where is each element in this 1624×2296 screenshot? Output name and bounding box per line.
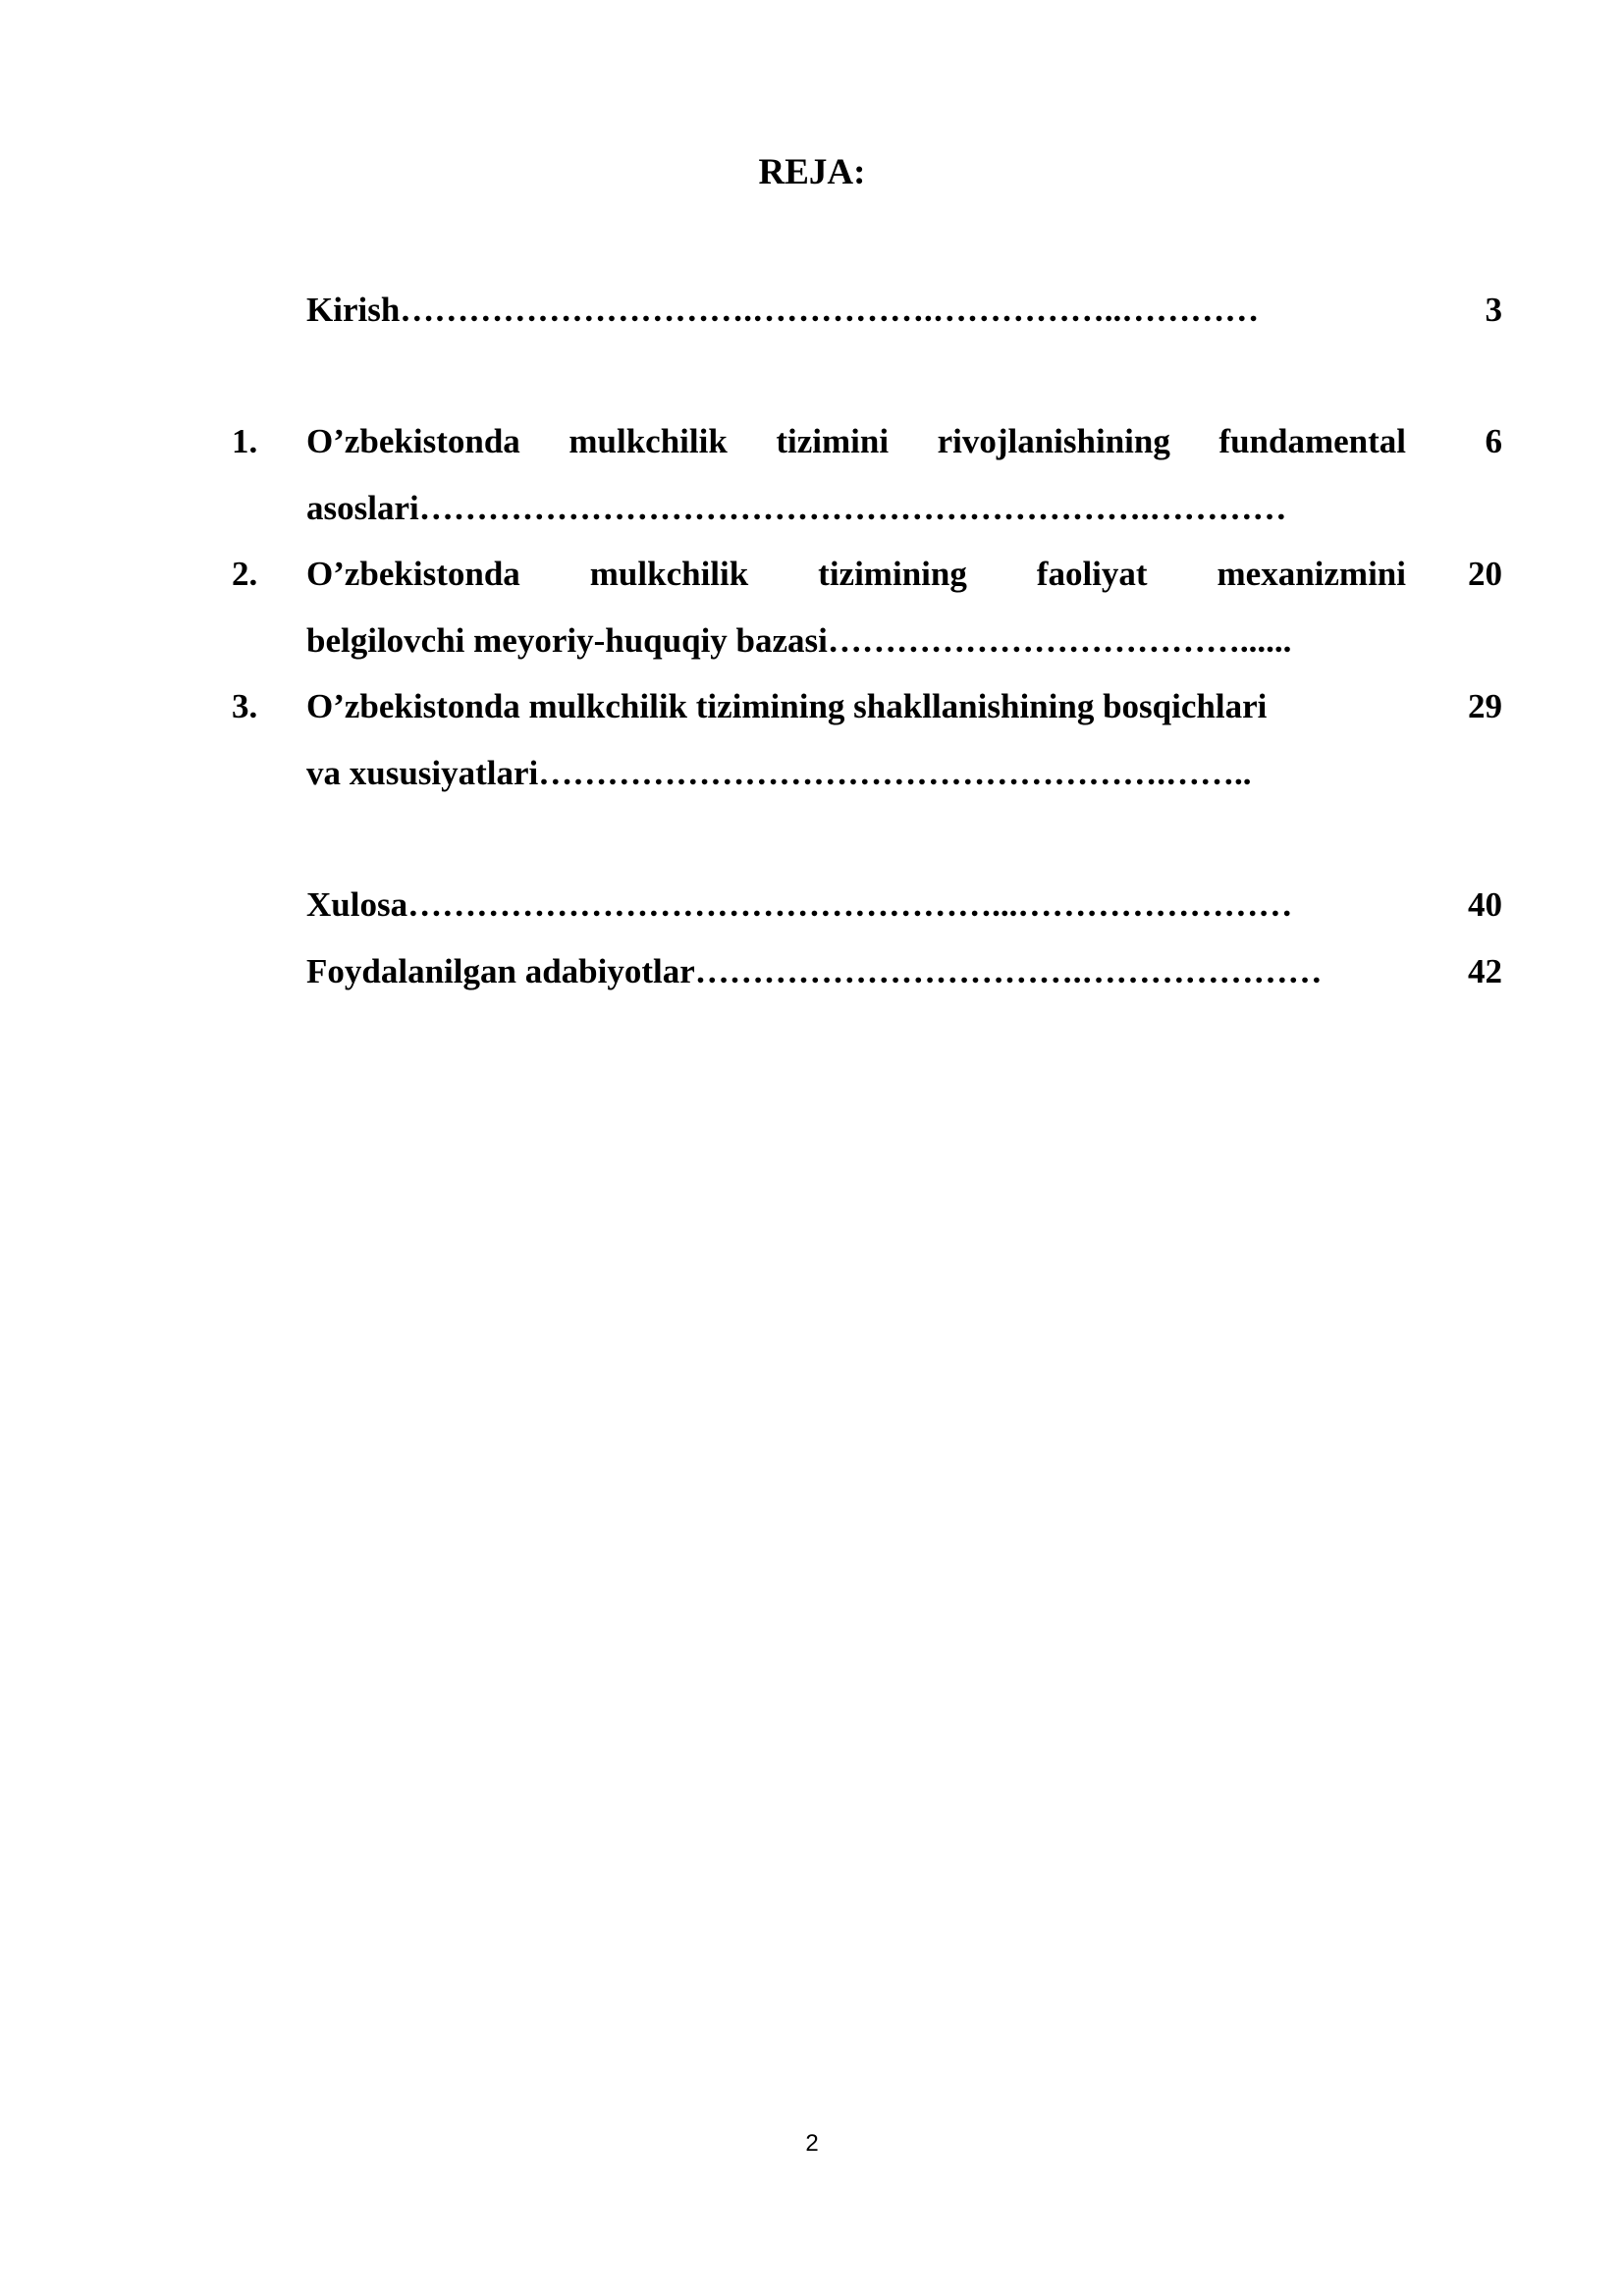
toc-entry-line-2: belgilovchi meyoriy-huquqiy bazasi………………………………......: [306, 621, 1292, 660]
toc-entry-number: 3.: [232, 687, 258, 725]
toc-entry-page: 42: [1468, 952, 1502, 990]
toc-entry-line-1: O’zbekistonda mulkchilik tizimining faoliyat mexanizmini: [306, 555, 1406, 593]
page-number-footer: 2: [805, 2130, 819, 2157]
toc-entry-page: 3: [1485, 291, 1502, 329]
toc-entry-label: Xulosa……………………………………………...……………………: [306, 885, 1293, 924]
toc-entry-line-1: O’zbekistonda mulkchilik tizimini rivojlanishining fundamental: [306, 422, 1406, 460]
toc-entry-label: Kirish………………………….…………….……………..…………: [306, 291, 1260, 329]
toc-entry-page: 40: [1468, 885, 1502, 924]
toc-entry-page: 29: [1468, 687, 1502, 725]
toc-entry-label: Foydalanilgan adabiyotlar…………………………….…………………: [306, 952, 1323, 990]
toc-entry-number: 1.: [232, 422, 258, 460]
toc-entry-line-1: O’zbekistonda mulkchilik tizimining shakllanishining bosqichlari: [306, 687, 1268, 725]
toc-entry-page: 20: [1468, 555, 1502, 593]
page-title: REJA:: [758, 152, 866, 192]
toc-entry-line-2: asoslari……………………………………………………….…………: [306, 489, 1287, 527]
toc-entry-line-2: va xususiyatlari……………………………………………….……..: [306, 754, 1252, 792]
toc-entry-page: 6: [1485, 422, 1502, 460]
toc-entry-number: 2.: [232, 555, 258, 593]
